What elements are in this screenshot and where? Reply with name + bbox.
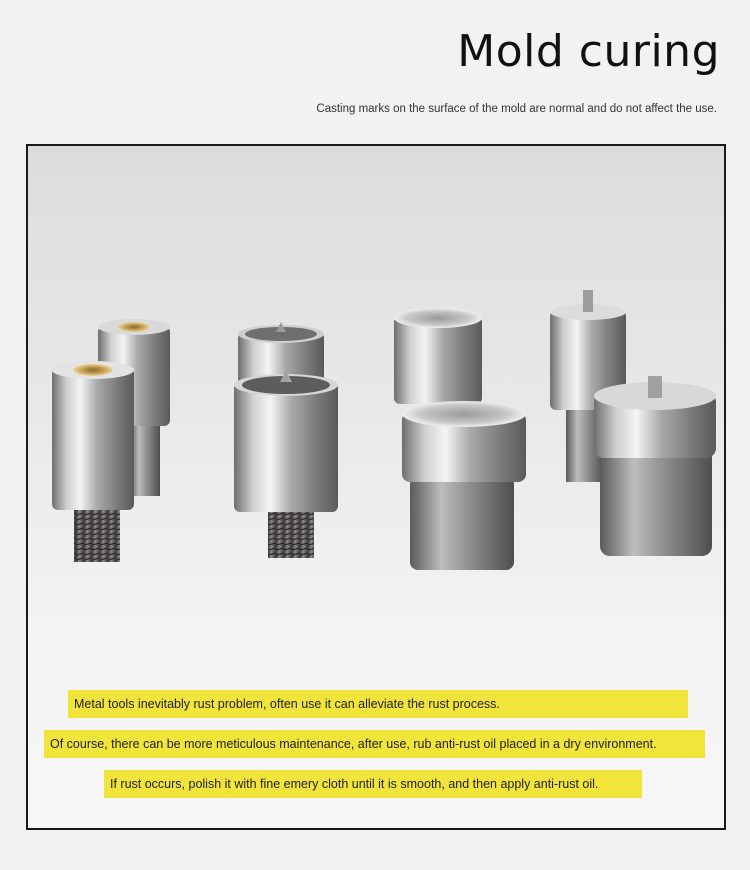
front-center-mold: [402, 401, 526, 570]
product-photo-frame: [26, 144, 726, 830]
metal-molds-photo: [28, 146, 724, 828]
front-left-mold: [52, 361, 134, 562]
page-subtitle: Casting marks on the surface of the mold are normal and do not affect the use.: [316, 103, 717, 115]
rust-tip-1: Metal tools inevitably rust problem, often use it can alleviate the rust process.: [68, 690, 688, 718]
rust-tip-2: Of course, there can be more meticulous maintenance, after use, rub anti-rust oil placed in a dry environment.: [44, 730, 705, 758]
rust-tip-3: If rust occurs, polish it with fine emery cloth until it is smooth, and then apply anti-rust oil.: [104, 770, 642, 798]
front-right-mold: [594, 376, 716, 556]
front-middle-mold: [234, 370, 338, 558]
back-center-mold: [394, 308, 482, 404]
page-title: Mold curing: [457, 26, 720, 77]
